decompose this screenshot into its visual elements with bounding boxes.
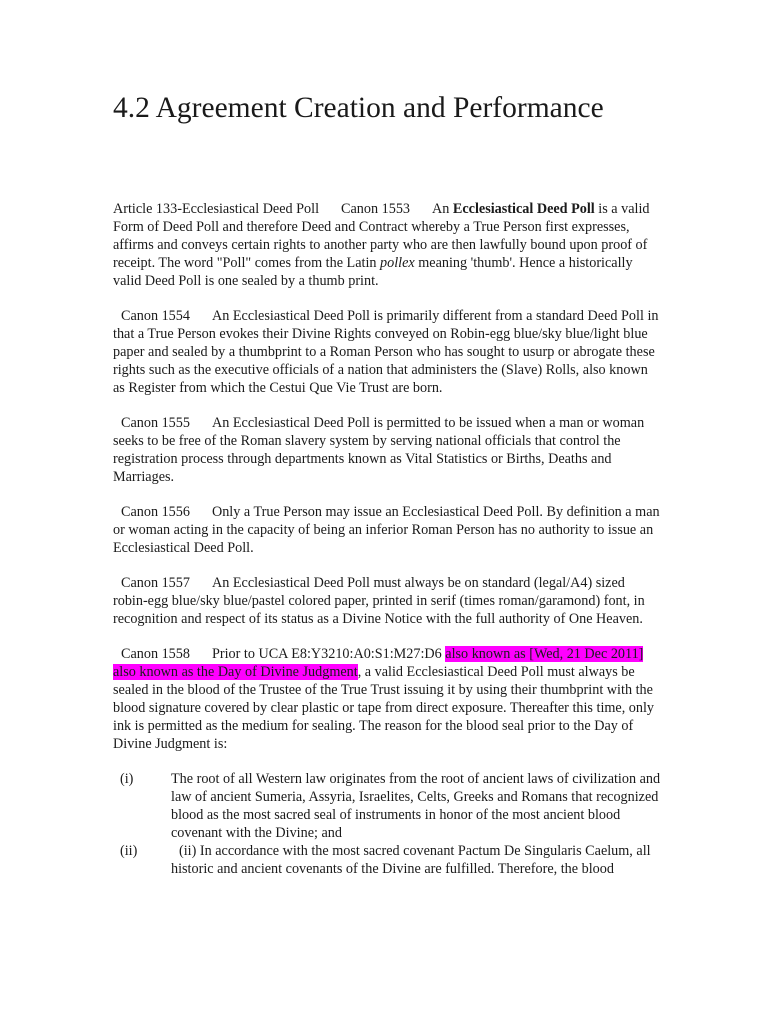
document-body bbox=[113, 200, 663, 878]
paragraph-canon-1553 bbox=[113, 200, 663, 290]
list-item-number: (i) bbox=[120, 771, 134, 787]
paragraph-text: , a valid Ecclesiastical Deed Poll must always be sealed in the blood of the Trustee of the True Trust issuing it by using their thumbprint with the blood signature covered by clear plastic or tape from direct exposure. Thereafter this time, only ink is permitted as the medium for sealing. The reason for the blood seal prior to the Day of Divine Judgment is: bbox=[113, 664, 655, 752]
highlighted-text: also known as [Wed, 21 Dec 2011] also known as the Day of Divine Judgment bbox=[113, 646, 644, 680]
paragraph-canon-1557 bbox=[113, 574, 663, 628]
paragraph-text: Prior to UCA E8:Y3210:A0:S1:M27:D6 bbox=[211, 646, 446, 662]
paragraph-text: An bbox=[432, 201, 453, 217]
defined-term: Ecclesiastical Deed Poll bbox=[452, 201, 595, 217]
canon-label: Canon 1556 bbox=[121, 504, 190, 520]
article-label: Article 133-Ecclesiastical Deed Poll bbox=[113, 201, 320, 217]
paragraph-text: An Ecclesiastical Deed Poll is permitted to be issued when a man or woman seeks to be free of the Roman slavery system by serving national officials that control the registration process through departments known as Vital Statistics or Births, Deaths and Marriages. bbox=[113, 415, 645, 485]
paragraph-canon-1555 bbox=[113, 414, 663, 486]
list-item bbox=[113, 770, 663, 842]
latin-term: pollex bbox=[380, 255, 415, 271]
paragraph-canon-1558 bbox=[113, 645, 663, 753]
list-item-number: (ii) bbox=[120, 843, 138, 859]
canon-label: Canon 1555 bbox=[121, 415, 190, 431]
section-heading: 4.2 Agreement Creation and Performance bbox=[113, 92, 604, 124]
paragraph-canon-1554 bbox=[113, 307, 663, 397]
list-item-text bbox=[171, 842, 663, 878]
canon-label: Canon 1557 bbox=[121, 575, 190, 591]
canon-label: Canon 1558 bbox=[121, 646, 190, 662]
paragraph-text: An Ecclesiastical Deed Poll must always be on standard (legal/A4) sized robin-egg blue/sky blue/pastel colored paper, printed in serif (times roman/garamond) font, in recognition and respect of its status as a Divine Notice with the full authority of One Heaven. bbox=[113, 575, 645, 627]
list-item bbox=[113, 842, 663, 878]
paragraph-text: meaning 'thumb'. Hence a historically valid Deed Poll is one sealed by a thumb print. bbox=[113, 255, 633, 289]
list-item-text-content: (ii) In accordance with the most sacred covenant Pactum De Singularis Caelum, all historic and ancient covenants of the Divine are fulfilled. Therefore, the blood bbox=[171, 843, 651, 877]
canon-label: Canon 1554 bbox=[121, 308, 190, 324]
paragraph-text: is a valid Form of Deed Poll and therefore Deed and Contract whereby a True Person first expresses, affirms and conveys certain rights to another party who are then lawfully bound upon proof of receipt. The word "Poll" comes from the Latin bbox=[113, 201, 650, 271]
list-item-text: The root of all Western law originates from the root of ancient laws of civilization and law of ancient Sumeria, Assyria, Israelites, Celts, Greeks and Romans that recognized blood as the most sacred seal of instruments in honor of the most ancient blood covenant with the Divine; and bbox=[171, 771, 661, 841]
paragraph-canon-1556 bbox=[113, 503, 663, 557]
paragraph-text: An Ecclesiastical Deed Poll is primarily different from a standard Deed Poll in that a True Person evokes their Divine Rights conveyed on Robin-egg blue/sky blue/light blue paper and sealed by a thumbprint to a Roman Person who has sought to usurp or abrogate these rights such as the executive officials of a nation that administers the (Slave) Rolls, also known as Register from which the Cestui Que Vie Trust are born. bbox=[113, 308, 659, 396]
paragraph-text: Only a True Person may issue an Ecclesiastical Deed Poll. By definition a man or woman acting in the capacity of being an inferior Roman Person has no authority to issue an Ecclesiastical Deed Poll. bbox=[113, 504, 660, 556]
canon-label: Canon 1553 bbox=[341, 201, 411, 217]
